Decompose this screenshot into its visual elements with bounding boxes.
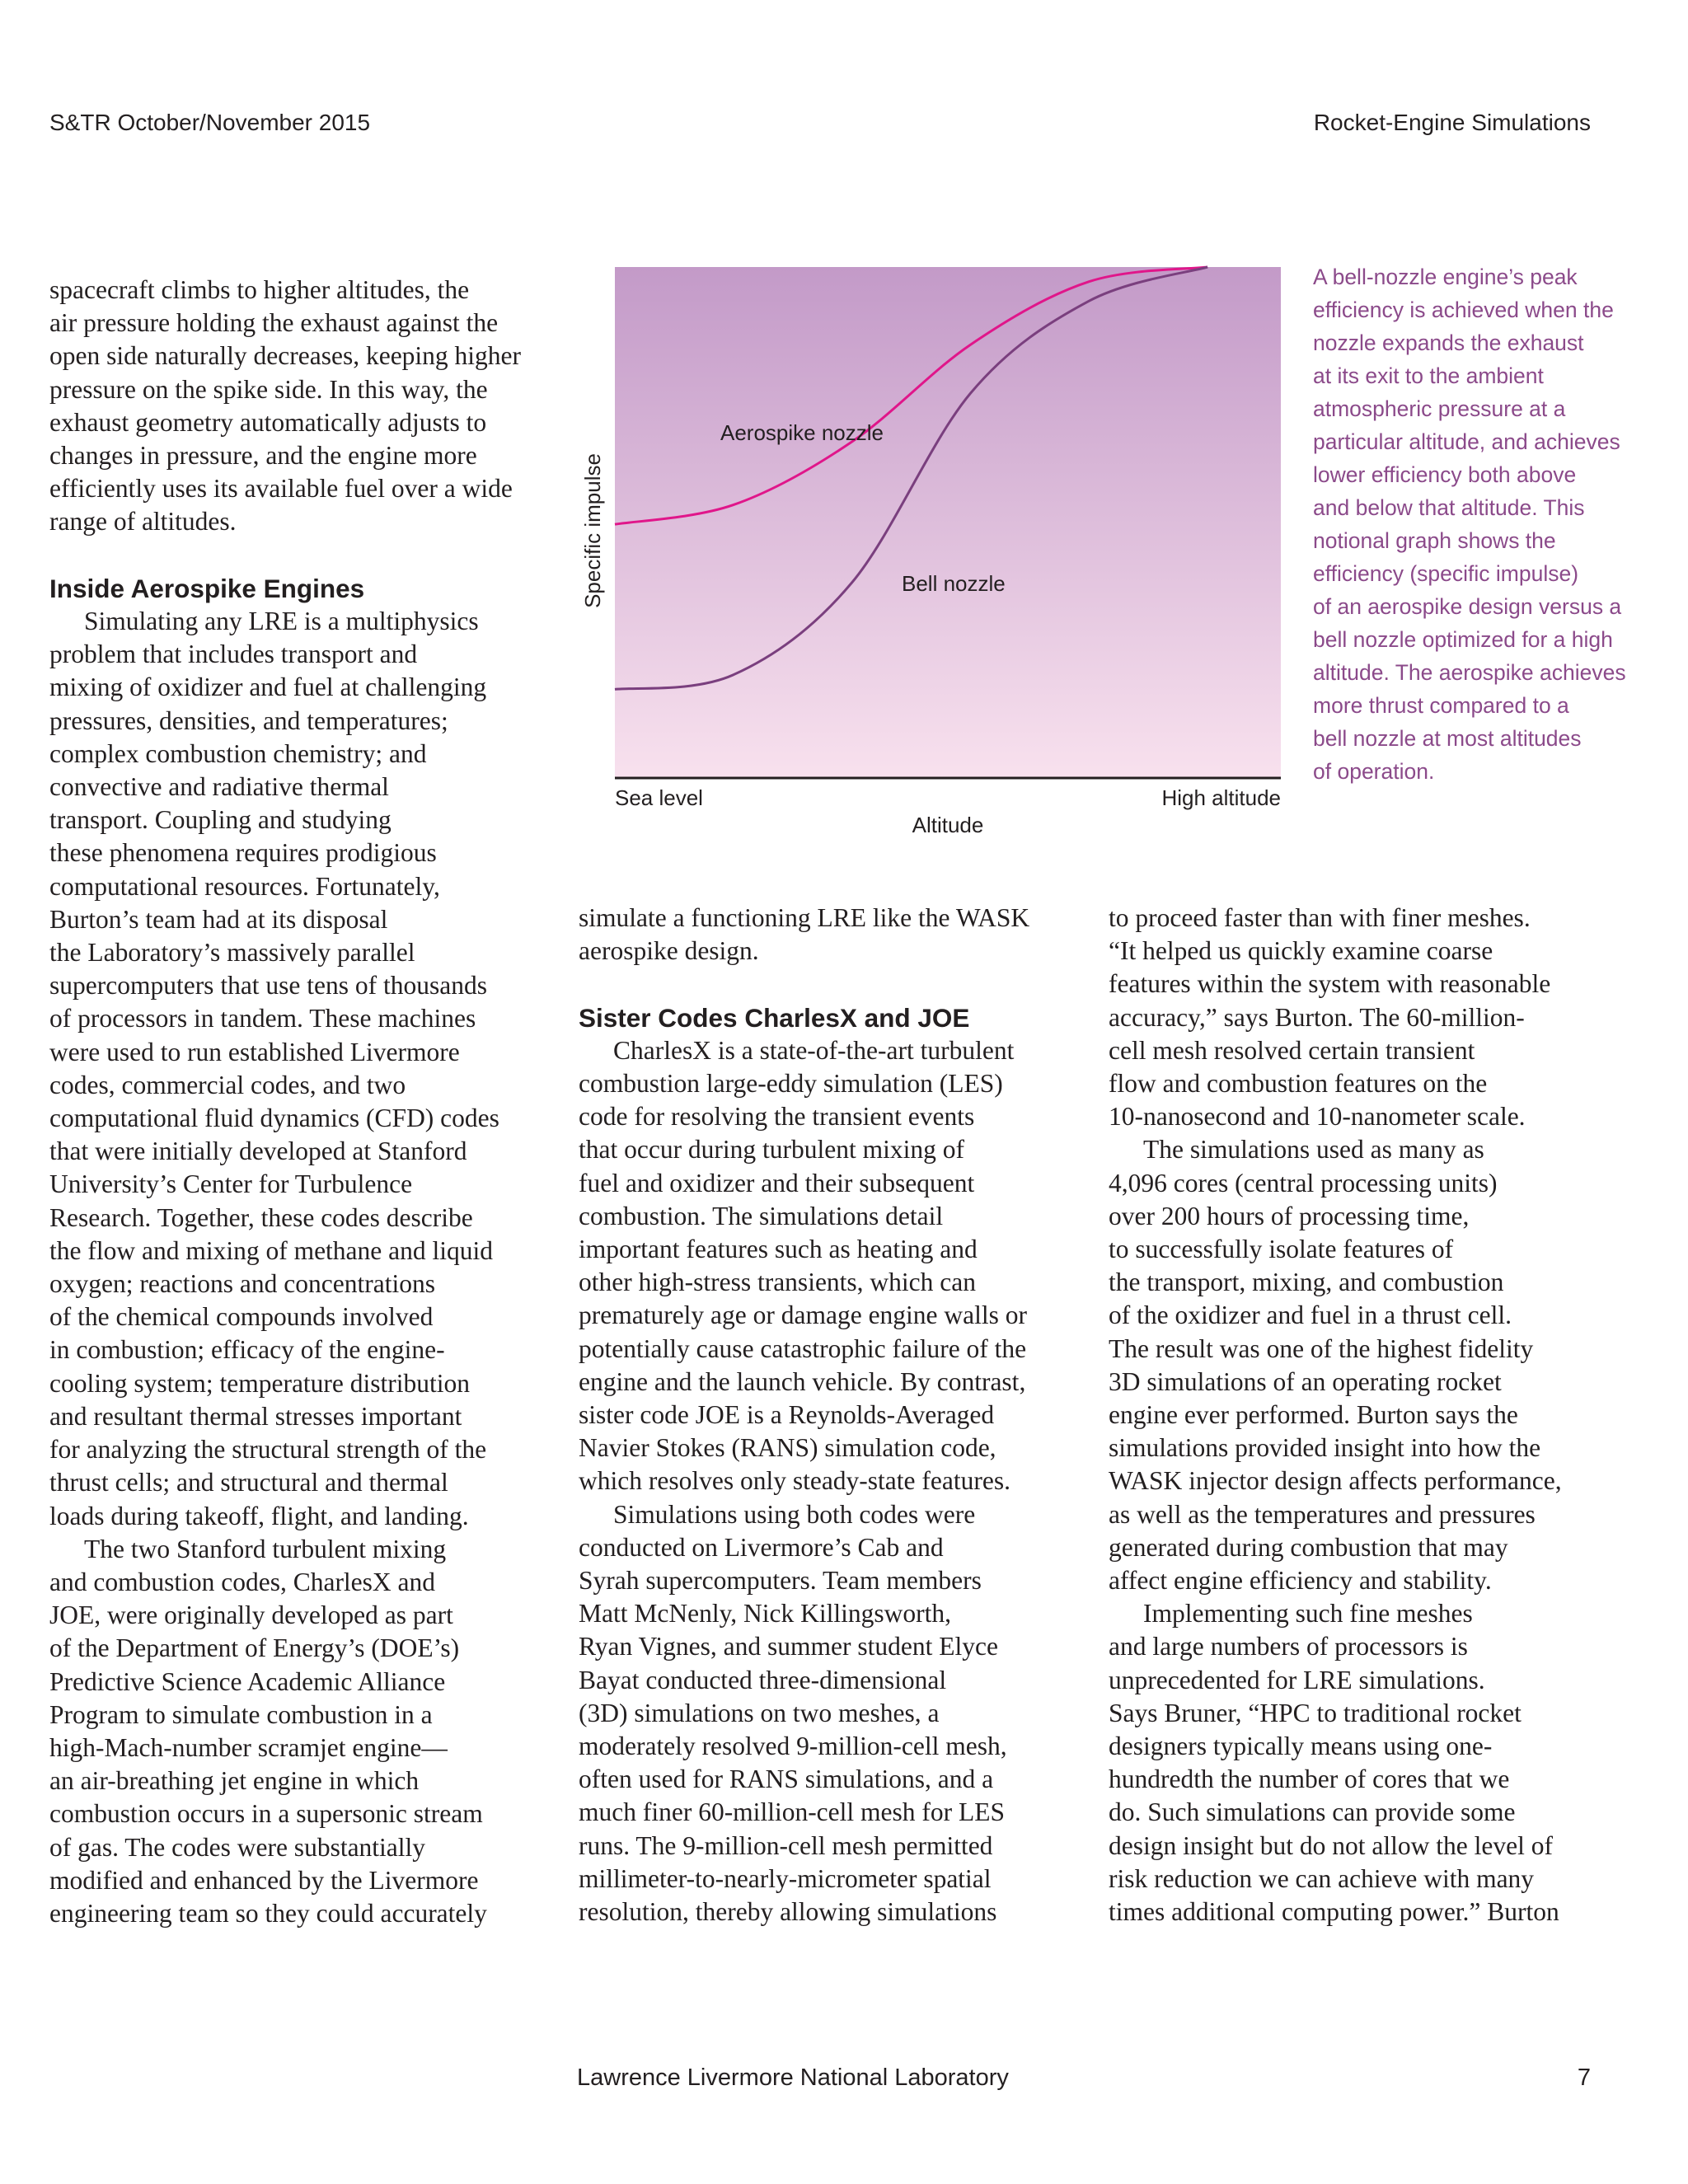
paragraph [579, 1498, 1073, 1929]
text-line: oxygen; reactions and concentrations [49, 1269, 435, 1299]
text-line: The simulations used as many as [1143, 1135, 1484, 1165]
y-axis-label: Specific impulse [580, 453, 605, 608]
text-line: to successfully isolate features of [1109, 1235, 1454, 1264]
text-line: bell nozzle at most altitudes [1313, 726, 1582, 751]
text-line: combustion large-eddy simulation (LES) [579, 1069, 1003, 1098]
text-line: unprecedented for LRE simulations. [1109, 1665, 1485, 1694]
text-line: the transport, mixing, and combustion [1109, 1268, 1504, 1297]
text-line: of the oxidizer and fuel in a thrust cell. [1109, 1301, 1512, 1330]
text-line: of the Department of Energy’s (DOE’s) [49, 1633, 460, 1663]
text-line: flow and combustion features on the [1109, 1069, 1488, 1099]
text-line: Simulating any LRE is a multiphysics [84, 607, 479, 636]
text-line: Ryan Vignes, and summer student Elyce [579, 1632, 998, 1661]
text-line: Matt McNenly, Nick Killingsworth, [579, 1599, 952, 1629]
x-tick-label: Sea level [615, 785, 703, 810]
text-line: features within the system with reasonable [1109, 969, 1551, 999]
text-line: do. Such simulations can provide some [1109, 1797, 1516, 1827]
text-line: prematurely age or damage engine walls or [579, 1301, 1028, 1330]
text-line: 10-nanosecond and 10-nanometer scale. [1109, 1102, 1526, 1132]
text-line: simulations provided insight into how the [1109, 1433, 1541, 1463]
text-line: which resolves only steady-state features. [579, 1466, 1010, 1496]
text-line: these phenomena requires prodigious [49, 838, 437, 868]
text-line: affect engine efficiency and stability. [1109, 1566, 1492, 1596]
text-line: Predictive Science Academic Alliance [49, 1666, 446, 1696]
text-line: resolution, thereby allowing simulations [579, 1897, 997, 1927]
text-line: sister code JOE is a Reynolds-Averaged [579, 1400, 995, 1430]
text-line: runs. The 9-million-cell mesh permitted [579, 1830, 993, 1860]
text-line: JOE, were originally developed as part [49, 1601, 453, 1630]
paragraph [49, 605, 544, 1533]
text-line: hundredth the number of cores that we [1109, 1765, 1510, 1794]
text-line: over 200 hours of processing time, [1109, 1201, 1470, 1230]
text-line: design insight but do not allow the level of [1109, 1830, 1553, 1860]
text-line: atmospheric pressure at a [1313, 396, 1566, 421]
text-line: of gas. The codes were substantially [49, 1832, 426, 1862]
text-line: efficiently uses its available fuel over a wide [49, 474, 513, 504]
text-line: changes in pressure, and the engine more [49, 441, 477, 471]
paragraph [579, 1034, 1073, 1498]
paragraph [579, 902, 1073, 968]
text-line: designers typically means using one- [1109, 1732, 1493, 1761]
text-line: for analyzing the structural strength of the [49, 1435, 487, 1465]
text-line: Burton’s team had at its disposal [49, 904, 388, 934]
footer-publisher: Lawrence Livermore National Laboratory [577, 2064, 1009, 2091]
text-line: codes, commercial codes, and two [49, 1070, 406, 1099]
text-line: and combustion codes, CharlesX and [49, 1567, 436, 1596]
text-line: times additional computing power.” Burton [1109, 1897, 1559, 1927]
section-heading: Inside Aerospike Engines [49, 573, 365, 603]
text-line: altitude. The aerospike achieves [1313, 660, 1626, 685]
figure-caption [1313, 260, 1626, 788]
paragraph [1109, 1597, 1603, 1929]
text-line: efficiency is achieved when the [1313, 298, 1614, 322]
series-label-aerospike: Aerospike nozzle [720, 420, 884, 445]
text-line: of the chemical compounds involved [49, 1302, 434, 1332]
text-line: A bell-nozzle engine’s peak [1313, 265, 1578, 289]
text-line: aerospike design. [579, 936, 759, 966]
text-line: the flow and mixing of methane and liquid [49, 1235, 494, 1265]
text-line: that were initially developed at Stanford [49, 1137, 467, 1166]
text-line: more thrust compared to a [1313, 693, 1569, 718]
text-line: cooling system; temperature distribution [49, 1368, 471, 1398]
text-line: transport. Coupling and studying [49, 805, 392, 835]
series-label-bell: Bell nozzle [902, 571, 1006, 596]
text-line: at its exit to the ambient [1313, 363, 1544, 388]
text-line: CharlesX is a state-of-the-art turbulent [613, 1035, 1015, 1065]
text-line: often used for RANS simulations, and a [579, 1765, 994, 1794]
text-line: were used to run established Livermore [49, 1037, 460, 1066]
x-axis-label: Altitude [912, 813, 984, 837]
text-line: moderately resolved 9-million-cell mesh, [579, 1732, 1007, 1761]
plot-area [615, 267, 1281, 778]
text-line: and large numbers of processors is [1109, 1632, 1468, 1661]
text-line: modified and enhanced by the Livermore [49, 1865, 479, 1895]
paragraph [1109, 902, 1603, 1133]
text-line: code for resolving the transient events [579, 1102, 975, 1132]
text-line: (3D) simulations on two meshes, a [579, 1698, 940, 1727]
text-line: of an aerospike design versus a [1313, 594, 1622, 619]
x-tick-label: High altitude [1161, 785, 1281, 810]
text-line: nozzle expands the exhaust [1313, 330, 1584, 355]
text-line: Research. Together, these codes describe [49, 1202, 473, 1232]
text-line: and resultant thermal stresses important [49, 1401, 462, 1431]
text-line: simulate a functioning LRE like the WASK [579, 903, 1030, 932]
text-line: Bayat conducted three-dimensional [579, 1665, 947, 1694]
text-line: pressures, densities, and temperatures; [49, 705, 448, 735]
text-line: millimeter-to-nearly-micrometer spatial [579, 1863, 992, 1893]
text-line: risk reduction we can achieve with many [1109, 1863, 1535, 1893]
text-line: thrust cells; and structural and thermal [49, 1468, 448, 1497]
text-line: of operation. [1313, 759, 1435, 784]
column-2 [579, 902, 1073, 1929]
column-1 [49, 274, 544, 1930]
text-line: in combustion; efficacy of the engine- [49, 1335, 445, 1365]
text-line: Simulations using both codes were [613, 1499, 976, 1529]
text-line: 4,096 cores (central processing units) [1109, 1168, 1498, 1197]
text-line: conducted on Livermore’s Cab and [579, 1532, 944, 1562]
text-line: much finer 60-million-cell mesh for LES [579, 1797, 1005, 1827]
text-line: The result was one of the highest fidelity [1109, 1333, 1534, 1363]
text-line: cell mesh resolved certain transient [1109, 1035, 1475, 1065]
text-line: bell nozzle optimized for a high [1313, 627, 1613, 652]
column-3 [1109, 902, 1603, 1929]
text-line: important features such as heating and [579, 1235, 978, 1264]
text-line: open side naturally decreases, keeping higher [49, 341, 522, 371]
text-line: The two Stanford turbulent mixing [84, 1534, 447, 1563]
text-line: spacecraft climbs to higher altitudes, the [49, 275, 470, 304]
text-line: as well as the temperatures and pressures [1109, 1499, 1536, 1529]
text-line: “It helped us quickly examine coarse [1109, 936, 1493, 966]
text-line: WASK injector design affects performance, [1109, 1466, 1562, 1496]
text-line: notional graph shows the [1313, 528, 1556, 553]
text-line: range of altitudes. [49, 507, 237, 537]
text-line: potentially cause catastrophic failure of the [579, 1333, 1027, 1363]
text-line: supercomputers that use tens of thousands [49, 971, 488, 1001]
text-line: Program to simulate combustion in a [49, 1699, 433, 1729]
text-line: loads during takeoff, flight, and landing. [49, 1501, 469, 1530]
text-line: the Laboratory’s massively parallel [49, 938, 415, 968]
text-line: computational resources. Fortunately, [49, 871, 440, 901]
text-line: other high-stress transients, which can [579, 1268, 977, 1297]
text-line: problem that includes transport and [49, 640, 418, 669]
page-number: 7 [1577, 2064, 1591, 2091]
text-line: 3D simulations of an operating rocket [1109, 1366, 1502, 1396]
text-line: efficiency (specific impulse) [1313, 561, 1579, 586]
text-line: Says Bruner, “HPC to traditional rocket [1109, 1698, 1522, 1727]
text-line: computational fluid dynamics (CFD) codes [49, 1104, 499, 1133]
text-line: Navier Stokes (RANS) simulation code, [579, 1433, 996, 1463]
text-line: and below that altitude. This [1313, 495, 1585, 520]
text-line: engine ever performed. Burton says the [1109, 1400, 1518, 1430]
text-line: convective and radiative thermal [49, 772, 389, 802]
paragraph [1109, 1133, 1603, 1597]
running-header-right: Rocket-Engine Simulations [1313, 110, 1591, 135]
text-line: engine and the launch vehicle. By contrast, [579, 1366, 1026, 1396]
running-header-left: S&TR October/November 2015 [49, 110, 371, 135]
text-line: particular altitude, and achieves [1313, 429, 1620, 454]
text-line: to proceed faster than with finer meshes. [1109, 903, 1531, 932]
text-line: Implementing such fine meshes [1143, 1599, 1473, 1629]
text-line: Syrah supercomputers. Team members [579, 1566, 982, 1596]
text-line: an air-breathing jet engine in which [49, 1766, 420, 1796]
text-line: exhaust geometry automatically adjusts to [49, 407, 487, 437]
paragraph [49, 274, 544, 539]
paragraph [49, 1533, 544, 1930]
text-line: combustion occurs in a supersonic stream [49, 1799, 483, 1829]
text-line: generated during combustion that may [1109, 1532, 1508, 1562]
section-heading: Sister Codes CharlesX and JOE [579, 1002, 970, 1033]
text-line: accuracy,” says Burton. The 60-million- [1109, 1002, 1525, 1032]
text-line: engineering team so they could accurately [49, 1898, 487, 1928]
text-line: fuel and oxidizer and their subsequent [579, 1168, 975, 1197]
text-line: pressure on the spike side. In this way, the [49, 374, 488, 404]
text-line: combustion. The simulations detail [579, 1201, 944, 1230]
text-line: complex combustion chemistry; and [49, 738, 427, 768]
text-line: air pressure holding the exhaust against the [49, 308, 499, 338]
text-line: University’s Center for Turbulence [49, 1169, 413, 1199]
text-line: high-Mach-number scramjet engine— [49, 1732, 448, 1762]
text-line: mixing of oxidizer and fuel at challenging [49, 673, 487, 702]
specific-impulse-chart [569, 255, 1294, 849]
text-line: of processors in tandem. These machines [49, 1004, 476, 1033]
text-line: lower efficiency both above [1313, 462, 1577, 487]
text-line: that occur during turbulent mixing of [579, 1135, 965, 1165]
